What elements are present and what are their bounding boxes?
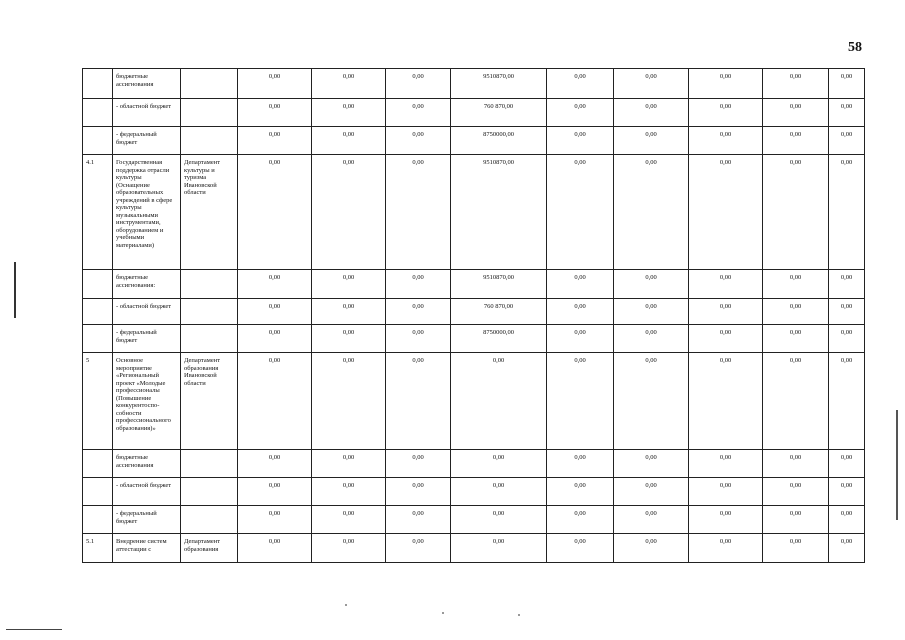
row-number-cell: 5.1 (83, 534, 113, 563)
amount-cell: 0,00 (238, 299, 312, 325)
table-row (83, 353, 865, 450)
budget-table (82, 68, 865, 563)
amount-cell: 760 870,00 (451, 99, 547, 127)
row-number-cell (83, 69, 113, 99)
amount-cell: 0,00 (614, 99, 689, 127)
row-executor-cell (181, 270, 238, 299)
table-body (83, 69, 865, 563)
amount-cell: 0,00 (386, 506, 451, 534)
table-row (83, 270, 865, 299)
amount-cell: 0,00 (312, 69, 386, 99)
amount-cell: 0,00 (763, 478, 829, 506)
amount-cell: 0,00 (238, 270, 312, 299)
scan-speck (345, 604, 347, 606)
scan-edge-mark (896, 410, 898, 520)
table-row (83, 506, 865, 534)
amount-cell: 0,00 (763, 270, 829, 299)
table-row (83, 299, 865, 325)
table-row (83, 450, 865, 478)
amount-cell: 0,00 (763, 99, 829, 127)
amount-cell: 0,00 (386, 127, 451, 155)
amount-cell: 9510870,00 (451, 155, 547, 270)
row-name-cell: Основное мероприятие «Региональный проект «Молодые профессионалы (Повышение конкурентоспо-собности профессионального образования)» (113, 353, 181, 450)
amount-cell: 0,00 (614, 506, 689, 534)
table-row (83, 534, 865, 563)
amount-cell: 0,00 (763, 506, 829, 534)
amount-cell: 0,00 (763, 69, 829, 99)
row-executor-cell (181, 127, 238, 155)
amount-cell: 0,00 (547, 155, 614, 270)
amount-cell: 0,00 (689, 299, 763, 325)
amount-cell: 8750000,00 (451, 325, 547, 353)
amount-cell: 0,00 (547, 478, 614, 506)
table-row (83, 127, 865, 155)
amount-cell: 0,00 (829, 450, 865, 478)
amount-cell: 0,00 (689, 99, 763, 127)
amount-cell: 0,00 (547, 450, 614, 478)
amount-cell: 0,00 (312, 534, 386, 563)
row-executor-cell (181, 325, 238, 353)
row-number-cell: 5 (83, 353, 113, 450)
amount-cell: 0,00 (547, 127, 614, 155)
amount-cell: 0,00 (829, 127, 865, 155)
amount-cell: 0,00 (689, 450, 763, 478)
amount-cell: 0,00 (689, 534, 763, 563)
amount-cell: 0,00 (689, 353, 763, 450)
amount-cell: 0,00 (689, 270, 763, 299)
scan-speck (518, 614, 520, 616)
row-name-cell: Внедрение систем аттестации с (113, 534, 181, 563)
amount-cell: 0,00 (312, 478, 386, 506)
row-number-cell (83, 450, 113, 478)
table-row (83, 99, 865, 127)
amount-cell: 0,00 (763, 127, 829, 155)
row-executor-cell: Департамент образования (181, 534, 238, 563)
amount-cell: 0,00 (614, 325, 689, 353)
amount-cell: 0,00 (829, 69, 865, 99)
row-name-cell: - федеральный бюджет (113, 506, 181, 534)
amount-cell: 0,00 (238, 69, 312, 99)
amount-cell: 0,00 (312, 99, 386, 127)
amount-cell: 0,00 (829, 325, 865, 353)
row-executor-cell (181, 299, 238, 325)
amount-cell: 0,00 (386, 450, 451, 478)
amount-cell: 0,00 (763, 353, 829, 450)
amount-cell: 0,00 (829, 155, 865, 270)
row-number-cell (83, 127, 113, 155)
amount-cell: 0,00 (312, 325, 386, 353)
amount-cell: 0,00 (238, 99, 312, 127)
amount-cell: 0,00 (547, 325, 614, 353)
page-number: 58 (848, 40, 862, 55)
row-name-cell: - федеральный бюджет (113, 127, 181, 155)
amount-cell: 0,00 (829, 270, 865, 299)
amount-cell: 0,00 (547, 299, 614, 325)
amount-cell: 0,00 (614, 450, 689, 478)
amount-cell: 0,00 (614, 69, 689, 99)
row-name-cell: - областной бюджет (113, 478, 181, 506)
amount-cell: 0,00 (689, 127, 763, 155)
amount-cell: 0,00 (238, 506, 312, 534)
amount-cell: 0,00 (689, 155, 763, 270)
amount-cell: 0,00 (238, 353, 312, 450)
amount-cell: 0,00 (547, 353, 614, 450)
amount-cell: 0,00 (547, 506, 614, 534)
table-row (83, 325, 865, 353)
amount-cell: 0,00 (763, 155, 829, 270)
amount-cell: 0,00 (312, 450, 386, 478)
amount-cell: 0,00 (238, 155, 312, 270)
amount-cell: 760 870,00 (451, 299, 547, 325)
amount-cell: 0,00 (547, 270, 614, 299)
amount-cell: 0,00 (238, 534, 312, 563)
amount-cell: 0,00 (614, 478, 689, 506)
amount-cell: 0,00 (451, 478, 547, 506)
amount-cell: 9510870,00 (451, 270, 547, 299)
amount-cell: 0,00 (238, 127, 312, 155)
amount-cell: 0,00 (763, 450, 829, 478)
amount-cell: 0,00 (614, 270, 689, 299)
amount-cell: 0,00 (451, 450, 547, 478)
row-name-cell: бюджетные ассигнования (113, 450, 181, 478)
amount-cell: 0,00 (547, 69, 614, 99)
amount-cell: 0,00 (312, 270, 386, 299)
row-number-cell (83, 99, 113, 127)
table-row (83, 478, 865, 506)
row-number-cell (83, 506, 113, 534)
row-number-cell (83, 478, 113, 506)
table-row (83, 69, 865, 99)
amount-cell: 0,00 (829, 353, 865, 450)
amount-cell: 8750000,00 (451, 127, 547, 155)
row-executor-cell: Департамент образования Ивановской области (181, 353, 238, 450)
amount-cell: 0,00 (614, 534, 689, 563)
amount-cell: 0,00 (386, 325, 451, 353)
amount-cell: 0,00 (763, 534, 829, 563)
row-executor-cell (181, 69, 238, 99)
amount-cell: 0,00 (547, 534, 614, 563)
amount-cell: 0,00 (238, 450, 312, 478)
amount-cell: 0,00 (829, 506, 865, 534)
amount-cell: 0,00 (386, 270, 451, 299)
row-name-cell: - областной бюджет (113, 99, 181, 127)
amount-cell: 0,00 (312, 127, 386, 155)
amount-cell: 0,00 (451, 353, 547, 450)
amount-cell: 0,00 (547, 99, 614, 127)
row-executor-cell (181, 450, 238, 478)
row-number-cell (83, 299, 113, 325)
table-row (83, 155, 865, 270)
row-executor-cell (181, 506, 238, 534)
row-number-cell: 4.1 (83, 155, 113, 270)
row-executor-cell (181, 478, 238, 506)
amount-cell: 0,00 (829, 534, 865, 563)
row-name-cell: - областной бюджет (113, 299, 181, 325)
amount-cell: 0,00 (614, 353, 689, 450)
amount-cell: 0,00 (386, 353, 451, 450)
row-name-cell: бюджетные ассигнования (113, 69, 181, 99)
row-number-cell (83, 325, 113, 353)
scan-speck (442, 612, 444, 614)
amount-cell: 0,00 (763, 325, 829, 353)
amount-cell: 0,00 (312, 155, 386, 270)
amount-cell: 0,00 (829, 478, 865, 506)
amount-cell: 0,00 (763, 299, 829, 325)
row-name-cell: бюджетные ассигнования: (113, 270, 181, 299)
row-name-cell: - федеральный бюджет (113, 325, 181, 353)
amount-cell: 0,00 (614, 127, 689, 155)
amount-cell: 0,00 (614, 299, 689, 325)
scan-margin-mark (14, 262, 16, 318)
amount-cell: 0,00 (238, 325, 312, 353)
amount-cell: 0,00 (312, 353, 386, 450)
amount-cell: 0,00 (386, 534, 451, 563)
amount-cell: 0,00 (451, 506, 547, 534)
amount-cell: 0,00 (386, 99, 451, 127)
amount-cell: 0,00 (386, 155, 451, 270)
amount-cell: 0,00 (689, 325, 763, 353)
amount-cell: 0,00 (386, 478, 451, 506)
row-executor-cell: Департамент культуры и туризма Ивановской области (181, 155, 238, 270)
amount-cell: 0,00 (689, 69, 763, 99)
amount-cell: 0,00 (238, 478, 312, 506)
amount-cell: 0,00 (386, 69, 451, 99)
amount-cell: 0,00 (829, 299, 865, 325)
amount-cell: 0,00 (312, 506, 386, 534)
row-number-cell (83, 270, 113, 299)
amount-cell: 0,00 (829, 99, 865, 127)
amount-cell: 0,00 (689, 478, 763, 506)
amount-cell: 0,00 (614, 155, 689, 270)
row-executor-cell (181, 99, 238, 127)
amount-cell: 0,00 (451, 534, 547, 563)
amount-cell: 9510870,00 (451, 69, 547, 99)
amount-cell: 0,00 (312, 299, 386, 325)
amount-cell: 0,00 (386, 299, 451, 325)
footnote-rule (6, 629, 62, 630)
row-name-cell: Государственная поддержка отрасли культуры (Оснащение образовательных учреждений в сфере культуры музыкальными инструментами, оборудованием и учебными материалами) (113, 155, 181, 270)
amount-cell: 0,00 (689, 506, 763, 534)
